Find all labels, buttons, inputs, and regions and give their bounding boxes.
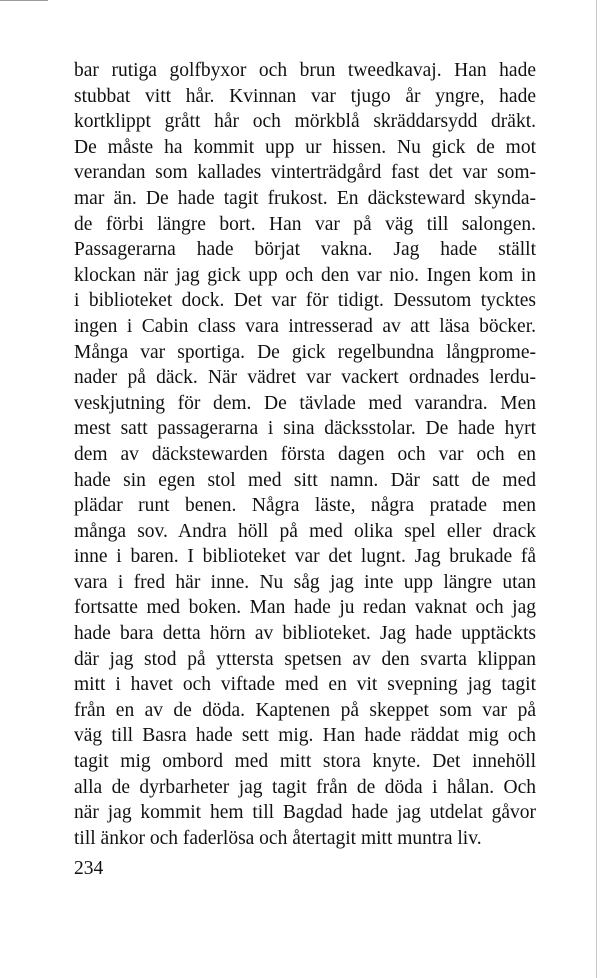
text-line: när jag kommit hem till Bagdad hade jag utdelat gåvor xyxy=(74,802,536,824)
text-line: väg till Basra hade sett mig. Han hade räddat mig och xyxy=(74,725,536,747)
text-line: hade bara detta hörn av biblioteket. Jag hade upptäckts xyxy=(74,623,536,645)
text-line: tagit mig ombord med mitt stora knyte. Det innehöll xyxy=(74,751,536,773)
text-line: där jag stod på yttersta spetsen av den svarta klippan xyxy=(74,648,536,670)
text-line: plädar runt benen. Några läste, några pratade men xyxy=(74,495,536,517)
text-line: bar rutiga golfbyxor och brun tweedkavaj. Han hade xyxy=(74,60,536,81)
text-line: Många var sportiga. De gick regelbundna långprome- xyxy=(74,341,536,363)
text-line: dem av däckstewarden första dagen och var och en xyxy=(74,443,536,465)
text-line: stubbat vitt hår. Kvinnan var tjugo år yngre, hade xyxy=(74,85,536,107)
text-line: ingen i Cabin class vara intresserad av att läsa böcker. xyxy=(74,315,536,337)
text-line: hade sin egen stol med sitt namn. Där satt de med xyxy=(74,469,536,491)
text-line: fortsatte med boken. Man hade ju redan vaknat och jag xyxy=(74,597,536,619)
text-line: alla de dyrbarheter jag tagit från de döda i hålan. Och xyxy=(74,776,536,798)
body-text xyxy=(74,58,536,851)
text-line: mar än. De hade tagit frukost. En däcksteward skynda- xyxy=(74,187,536,209)
page-edge-mark xyxy=(0,0,48,1)
text-line: verandan som kallades vinterträdgård fast det var som- xyxy=(74,162,536,184)
text-line: från en av de döda. Kaptenen på skeppet som var på xyxy=(74,699,536,721)
text-line: de förbi längre bort. Han var på väg till salongen. xyxy=(74,213,536,235)
text-line: nader på däck. När vädret var vackert ordnades lerdu- xyxy=(74,367,536,389)
page-number: 234 xyxy=(74,858,104,879)
text-line: många sov. Andra höll på med olika spel eller drack xyxy=(74,520,536,542)
text-line: i biblioteket dock. Det var för tidigt. Dessutom tycktes xyxy=(74,290,536,312)
text-line: Passagerarna hade börjat vakna. Jag hade ställt xyxy=(74,239,536,261)
text-line: klockan när jag gick upp och den var nio. Ingen kom in xyxy=(74,264,536,286)
text-line: veskjutning för dem. De tävlade med varandra. Men xyxy=(74,392,536,414)
text-line: vara i fred här inne. Nu såg jag inte upp längre utan xyxy=(74,571,536,593)
text-line: mest satt passagerarna i sina däcksstolar. De hade hyrt xyxy=(74,418,536,440)
text-line: kortklippt grått hår och mörkblå skräddarsydd dräkt. xyxy=(74,111,536,133)
text-line: mitt i havet och viftade med en vit svepning jag tagit xyxy=(74,674,536,696)
page-right-edge xyxy=(596,0,597,978)
text-line: till änkor och faderlösa och återtagit mitt muntra liv. xyxy=(74,827,482,849)
text-line: inne i baren. I biblioteket var det lugnt. Jag brukade få xyxy=(74,546,536,568)
text-line: De måste ha kommit upp ur hissen. Nu gick de mot xyxy=(74,136,536,158)
